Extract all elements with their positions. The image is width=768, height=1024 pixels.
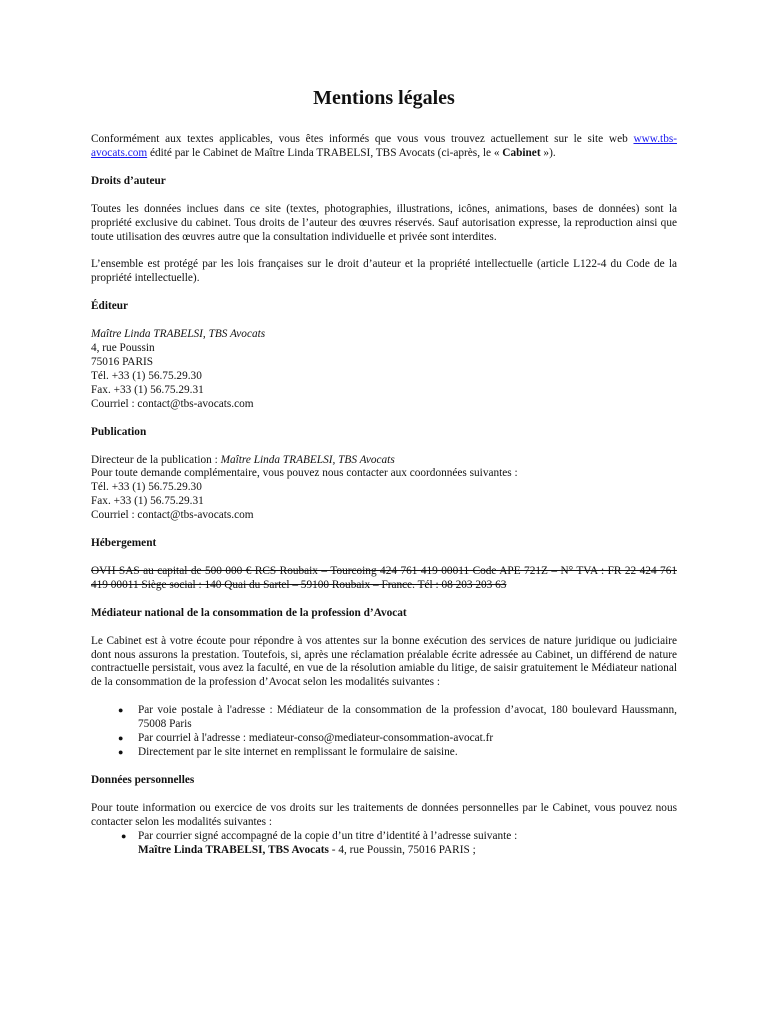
editeur-heading: Éditeur — [91, 300, 129, 313]
hebergement-heading: Hébergement — [91, 537, 157, 550]
bullet-icon: ● — [118, 747, 124, 757]
editeur-block — [91, 328, 677, 411]
publication-director-name: Maître Linda TRABELSI, TBS Avocats — [220, 453, 395, 466]
intro-paragraph — [91, 133, 677, 161]
editeur-address-1: 4, rue Poussin — [91, 342, 155, 355]
donnees-address-rest: - 4, rue Poussin, 75016 PARIS ; — [328, 843, 476, 856]
publication-director-label: Directeur de la publication : — [91, 453, 221, 466]
hebergement-text: OVH SAS au capital de 500 000 € RCS Roubaix – Tourcoing 424 761 419 00011 Code APE 721Z – N° TVA : FR 22 424 761 419 00011 Siège social : 140 Quai du Sartel – 59100 Roubaix – France. Tél : 08 203 203 63 — [91, 564, 677, 591]
droits-paragraph-2: L’ensemble est protégé par les lois françaises sur le droit d’auteur et la propriété intellectuelle (article L122-4 du Code de la propriété intellectuelle). — [91, 258, 677, 285]
editeur-address-2: 75016 PARIS — [91, 355, 154, 368]
mediateur-heading: Médiateur national de la consommation de la profession d’Avocat — [91, 606, 407, 619]
droits-heading: Droits d’auteur — [91, 174, 166, 187]
list-item — [91, 704, 677, 732]
mediateur-bullet-3: Directement par le site internet en remplissant le formulaire de saisine. — [138, 746, 458, 758]
publication-email: Courriel : contact@tbs-avocats.com — [91, 509, 254, 522]
intro-text-3: »). — [540, 146, 556, 159]
donnees-address — [91, 844, 677, 858]
editeur-name: Maître Linda TRABELSI, TBS Avocats — [91, 328, 266, 341]
mediateur-paragraph: Le Cabinet est à votre écoute pour répondre à vos attentes sur la bonne exécution des services de nature juridique ou judiciaire dont nous assurons la prestation. Toutefois, si, après une réclamation préalable écrite adressée au Cabinet, un différend de nature contractuelle persistait, vous avez la faculté, en vue de la résolution amiable du litige, de saisir gratuitement le Médiateur national de la consommation de la profession d’Avocat selon les modalités suivantes : — [91, 634, 677, 689]
bullet-icon: ● — [118, 705, 124, 716]
donnees-bullet-1: Par courrier signé accompagné de la copie d’un titre d’identité à l’adresse suivante : — [138, 829, 518, 842]
editeur-email: Courriel : contact@tbs-avocats.com — [91, 397, 254, 410]
intro-text-2: édité par le Cabinet de Maître Linda TRABELSI, TBS Avocats (ci-après, le « — [147, 146, 503, 159]
intro-text-1: Conformément aux textes applicables, vous êtes informés que vous vous trouvez actuellement sur le site web — [91, 133, 634, 145]
website-link[interactable]: www.tbs-avocats.com — [91, 133, 677, 159]
publication-tel: Tél. +33 (1) 56.75.29.30 — [91, 481, 202, 494]
mediateur-bullet-2: Par courriel à l'adresse : mediateur-conso@mediateur-consommation-avocat.fr — [138, 732, 494, 745]
publication-block — [91, 454, 677, 524]
donnees-heading: Données personnelles — [91, 773, 195, 786]
list-item — [91, 830, 677, 844]
intro-cabinet-bold: Cabinet — [502, 146, 541, 159]
mediateur-bullet-1: Par voie postale à l'adresse : Médiateur de la consommation de la profession d’avocat, 180 boulevard Haussmann, 75008 Paris — [138, 704, 677, 731]
donnees-paragraph: Pour toute information ou exercice de vos droits sur les traitements de données personnelles par le Cabinet, vous pouvez nous contacter selon les modalités suivantes : — [91, 801, 677, 828]
list-item — [91, 732, 677, 746]
publication-contact-text: Pour toute demande complémentaire, vous pouvez nous contacter aux coordonnées suivantes : — [91, 467, 518, 480]
publication-fax: Fax. +33 (1) 56.75.29.31 — [91, 495, 204, 508]
droits-paragraph-1: Toutes les données inclues dans ce site (textes, photographies, illustrations, icônes, animations, bases de données) sont la propriété exclusive du cabinet. Tous droits de l’auteur des œuvres réservés. Sauf autorisation expresse, la reproduction ainsi que toute utilisation des œuvres autre que la consultation individuelle et privée sont interdites. — [91, 202, 677, 243]
publication-heading: Publication — [91, 425, 147, 438]
mediateur-bullet-list — [91, 704, 677, 760]
list-item — [91, 746, 677, 760]
donnees-address-bold: Maître Linda TRABELSI, TBS Avocats — [138, 843, 329, 856]
legal-document — [91, 86, 677, 857]
editeur-tel: Tél. +33 (1) 56.75.29.30 — [91, 369, 202, 382]
publication-director — [91, 454, 677, 468]
bullet-icon: ● — [118, 733, 124, 744]
editeur-fax: Fax. +33 (1) 56.75.29.31 — [91, 383, 204, 396]
page-title: Mentions légales — [313, 87, 455, 109]
bullet-icon: ● — [121, 830, 127, 841]
